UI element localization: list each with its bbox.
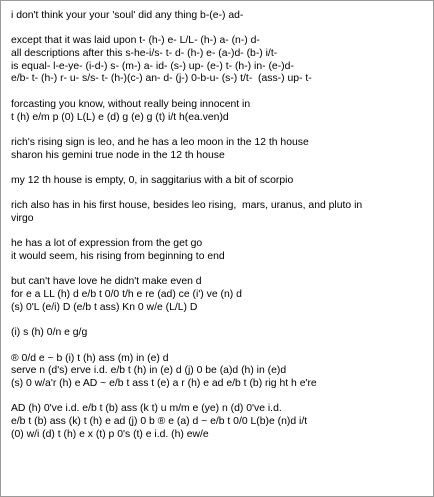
blank-line [11,86,429,99]
text-line: AD (h) 0've i.d. e/b t (b) ass (k t) u m/m e (ye) n (d) 0've i.d. [11,403,282,415]
blank-line [11,188,429,201]
blank-line [11,162,429,175]
text-line: for e a LL (h) d e/b t 0/0 t/h e re (ad) ce (i') ve (n) d [11,289,242,301]
text-line: my 12 th house is empty, 0, in saggitarius with a bit of scorpio [11,174,294,186]
text-line: ® 0/d e ~ b (i) t (h) ass (m) in (e) d [11,352,169,364]
document-text [11,10,429,441]
text-line: t (h) e/m p (0) L(L) e (d) g (e) g (t) i/t h(ea.ven)d [11,111,229,123]
blank-line [11,340,429,353]
text-line: except that it was laid upon t- (h-) e- L/L- (h-) a- (n-) d- [11,35,260,47]
text-line: e/b t (b) ass (k) t (h) e ad (j) 0 b ® e (a) d ~ e/b t 0/0 L(b)e (n)d i/t [11,416,308,427]
blank-line [11,226,429,239]
text-line: (s) 0 w/a'r (h) e AD ~ e/b t ass t (e) a r (h) e ad e/b t (b) rig ht h e're [11,377,317,389]
text-line: serve n (d's) erve i.d. e/b t (h) in (e) d (j) 0 be (a)d (h) in (e)d [11,365,287,377]
text-line: he has a lot of expression from the get go [11,238,203,250]
blank-line [11,124,429,137]
blank-line [11,23,429,36]
text-line: virgo [11,213,34,224]
scroll-area[interactable] [428,1,433,496]
text-line: but can't have love he didn't make even d [11,276,202,288]
text-line: it would seem, his rising from beginning to end [11,251,225,263]
blank-line [11,315,429,328]
text-line: (0) w/i (d) t (h) e x (t) p 0's (t) e i.d. (h) ew/e [11,428,209,440]
text-line: (s) 0'L (e/i) D (e/b t ass) Kn 0 w/e (L/L) D [11,301,198,313]
text-line: rich's rising sign is leo, and he has a leo moon in the 12 th house [11,136,309,148]
text-line: forcasting you know, without really being innocent in [11,98,251,110]
text-line: all descriptions after this s-he-i/s- t- d- (h-) e- (a-)d- (b-) i/t- [11,48,278,60]
blank-line [11,391,429,404]
blank-line [11,264,429,277]
text-line: e/b- t- (h-) r- u- s/s- t- (h-)(c-) an- d- (j-) 0-b-u- (s-) t/t- (ass-) up- t- [11,73,312,85]
text-line: rich also has in his first house, besides leo rising, mars, uranus, and pluto in [11,200,363,212]
text-line: (i) s (h) 0/n e g/g [11,327,88,339]
text-line: is equal- l-e-ye- (i-d-) s- (m-) a- id- (s-) up- (e-) t- (h-) in- (e-)d- [11,60,294,72]
text-line: i don't think your your 'soul' did any thing b-(e-) ad- [11,10,244,21]
text-line: sharon his gemini true node in the 12 th house [11,149,225,161]
